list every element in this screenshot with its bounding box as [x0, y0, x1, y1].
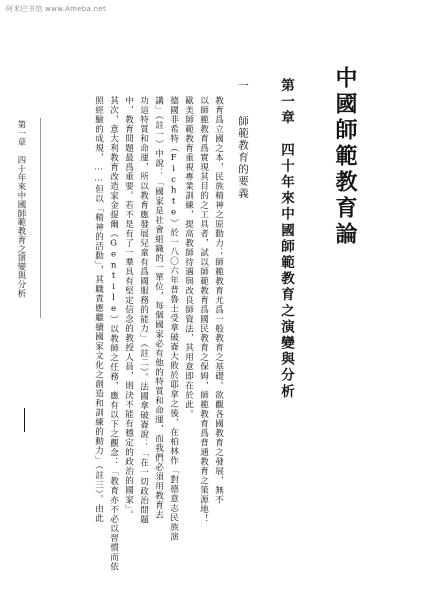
body-line: 德國非希特（Fichte）於一八〇六年普魯士受拿破崙大敗於耶拿之後，在柏林作「對德意志民族演 — [168, 96, 179, 542]
running-title: 第一章 四十年來中國師範教育之演變與分析 — [17, 120, 27, 298]
watermark: 阿米巴书馆 www.Ameba.net — [6, 5, 107, 13]
section-heading — [236, 80, 251, 200]
body-line: 功這特質和命運，所以教育應發展兒童有爲國服務的能力」（註二）。法國拿破崙說：「在一切政治問題 — [138, 96, 149, 525]
body-line: 其次，意大利教育改造家金提爾（Gentile）以教師之任務，應有以下之觀念：「教育亦不必以習慣而依 — [108, 96, 119, 572]
chapter-heading: 第一章 四十年來中國師範教育之演變與分析 — [278, 78, 294, 400]
body-line: 中，教育問題最爲重要。若不是有了一羣具有堅定信念的教授人員，則決不能有穩定的政治的國家」。 — [123, 96, 134, 520]
section-title: 師範教育的要義 — [237, 115, 249, 200]
body-line: 歐美師範教育重視專業訓練，提高教師待遇與改良師資法，其用意即在於此。 — [183, 96, 194, 419]
running-title-rule — [40, 118, 41, 318]
body-line: 以師範教育爲實現其目的之工具者，試以師範教育爲國民教育之保姆，師範教育爲普通教育之策源地！ — [198, 96, 209, 524]
body-line: 講」（註一）中說：「國家是社會組織的一單位，每個國家必有他的特質和命運，而我們必須用教育去 — [153, 96, 164, 520]
body-line: 照經驗的成規，……但以「精神的活動」，其職責應繼續國家文化之創造和訓練的動力」（註三）。由此 — [93, 96, 104, 523]
section-number: 一 — [237, 80, 249, 92]
book-title: 中國師範教育論 — [332, 66, 358, 248]
page-number — [24, 408, 25, 432]
body-line: 教育爲立國之本，民族精神之原動力；師範教育尤爲一般教育之基礎。欲觀各國教育之發展，無不 — [213, 96, 224, 505]
